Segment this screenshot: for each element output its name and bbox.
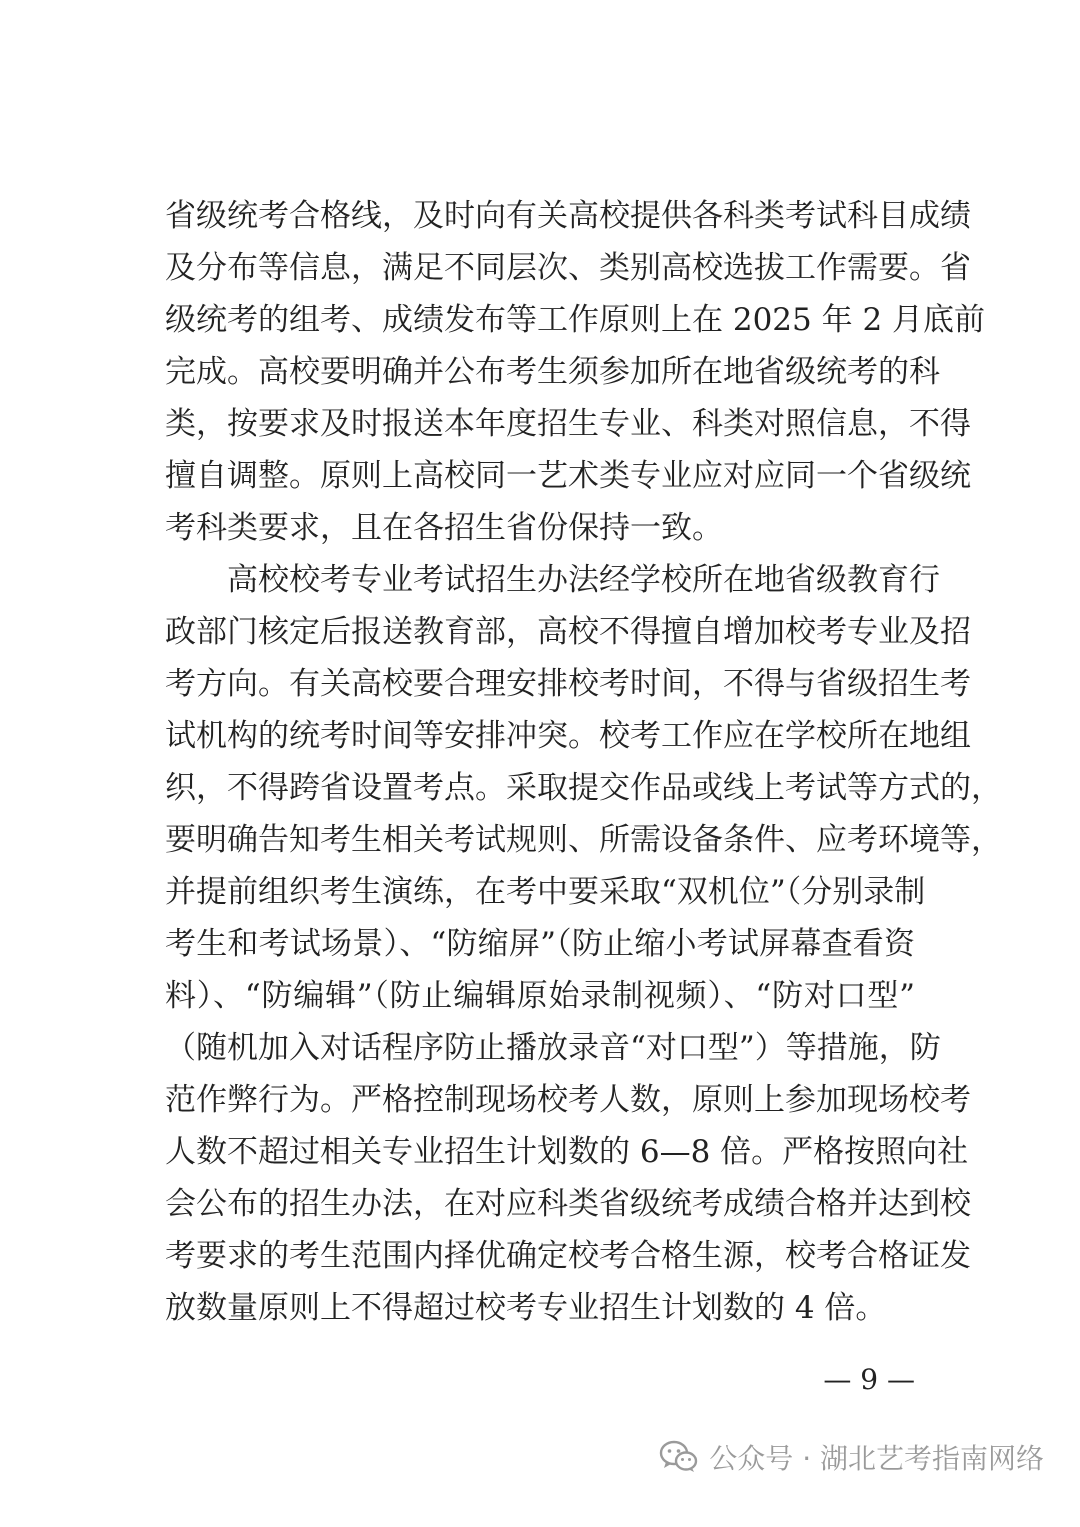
text-line: 考生和考试场景）、“防缩屏”（防止缩小考试屏幕查看资: [165, 926, 915, 962]
text-line: 并提前组织考生演练，在考中要采取“双机位”（分别录制: [165, 874, 926, 910]
text-line: 人数不超过相关专业招生计划数的 6—8 倍。严格按照向社: [165, 1134, 969, 1170]
text-line: 织，不得跨省设置考点。采取提交作品或线上考试等方式的，: [165, 770, 1002, 806]
text-line: 政部门核定后报送教育部，高校不得擅自增加校考专业及招: [165, 614, 971, 650]
wechat-icon: [659, 1440, 699, 1474]
text-line: 擅自调整。原则上高校同一艺术类专业应对应同一个省级统: [165, 458, 971, 494]
watermark: [659, 1432, 1044, 1482]
text-line: 考科类要求，且在各招生省份保持一致。: [165, 510, 723, 546]
page-number: — 9 —: [823, 1363, 915, 1396]
text-line: 放数量原则上不得超过校考专业招生计划数的 4 倍。: [165, 1290, 887, 1326]
text-line: 完成。高校要明确并公布考生须参加所在地省级统考的科: [165, 354, 940, 390]
text-line: 要明确告知考生相关考试规则、所需设备条件、应考环境等，: [165, 822, 1002, 858]
text-line: 省级统考合格线，及时向有关高校提供各科类考试科目成绩: [165, 198, 971, 234]
text-line: 及分布等信息，满足不同层次、类别高校选拔工作需要。省: [165, 250, 971, 286]
text-line: （随机加入对话程序防止播放录音“对口型”）等措施，防: [165, 1030, 941, 1066]
paragraph-2: [165, 554, 1002, 1334]
text-line: 类，按要求及时报送本年度招生专业、科类对照信息，不得: [165, 406, 971, 442]
text-line: 考要求的考生范围内择优确定校考合格生源，校考合格证发: [165, 1238, 971, 1274]
watermark-text: 公众号 · 湖北艺考指南网络: [709, 1442, 1044, 1475]
text-line: 试机构的统考时间等安排冲突。校考工作应在学校所在地组: [165, 718, 971, 754]
text-line: 料）、“防编辑”（防止编辑原始录制视频）、“防对口型”: [165, 978, 915, 1014]
paragraph-1: [165, 190, 986, 554]
document-body: [165, 190, 1002, 1334]
text-line: 考方向。有关高校要合理安排校考时间，不得与省级招生考: [165, 666, 971, 702]
text-line: 高校校考专业考试招生办法经学校所在地省级教育行: [227, 562, 940, 598]
text-line: 会公布的招生办法，在对应科类省级统考成绩合格并达到校: [165, 1186, 971, 1222]
text-line: 范作弊行为。严格控制现场校考人数，原则上参加现场校考: [165, 1082, 971, 1118]
text-line: 级统考的组考、成绩发布等工作原则上在 2025 年 2 月底前: [165, 302, 986, 338]
